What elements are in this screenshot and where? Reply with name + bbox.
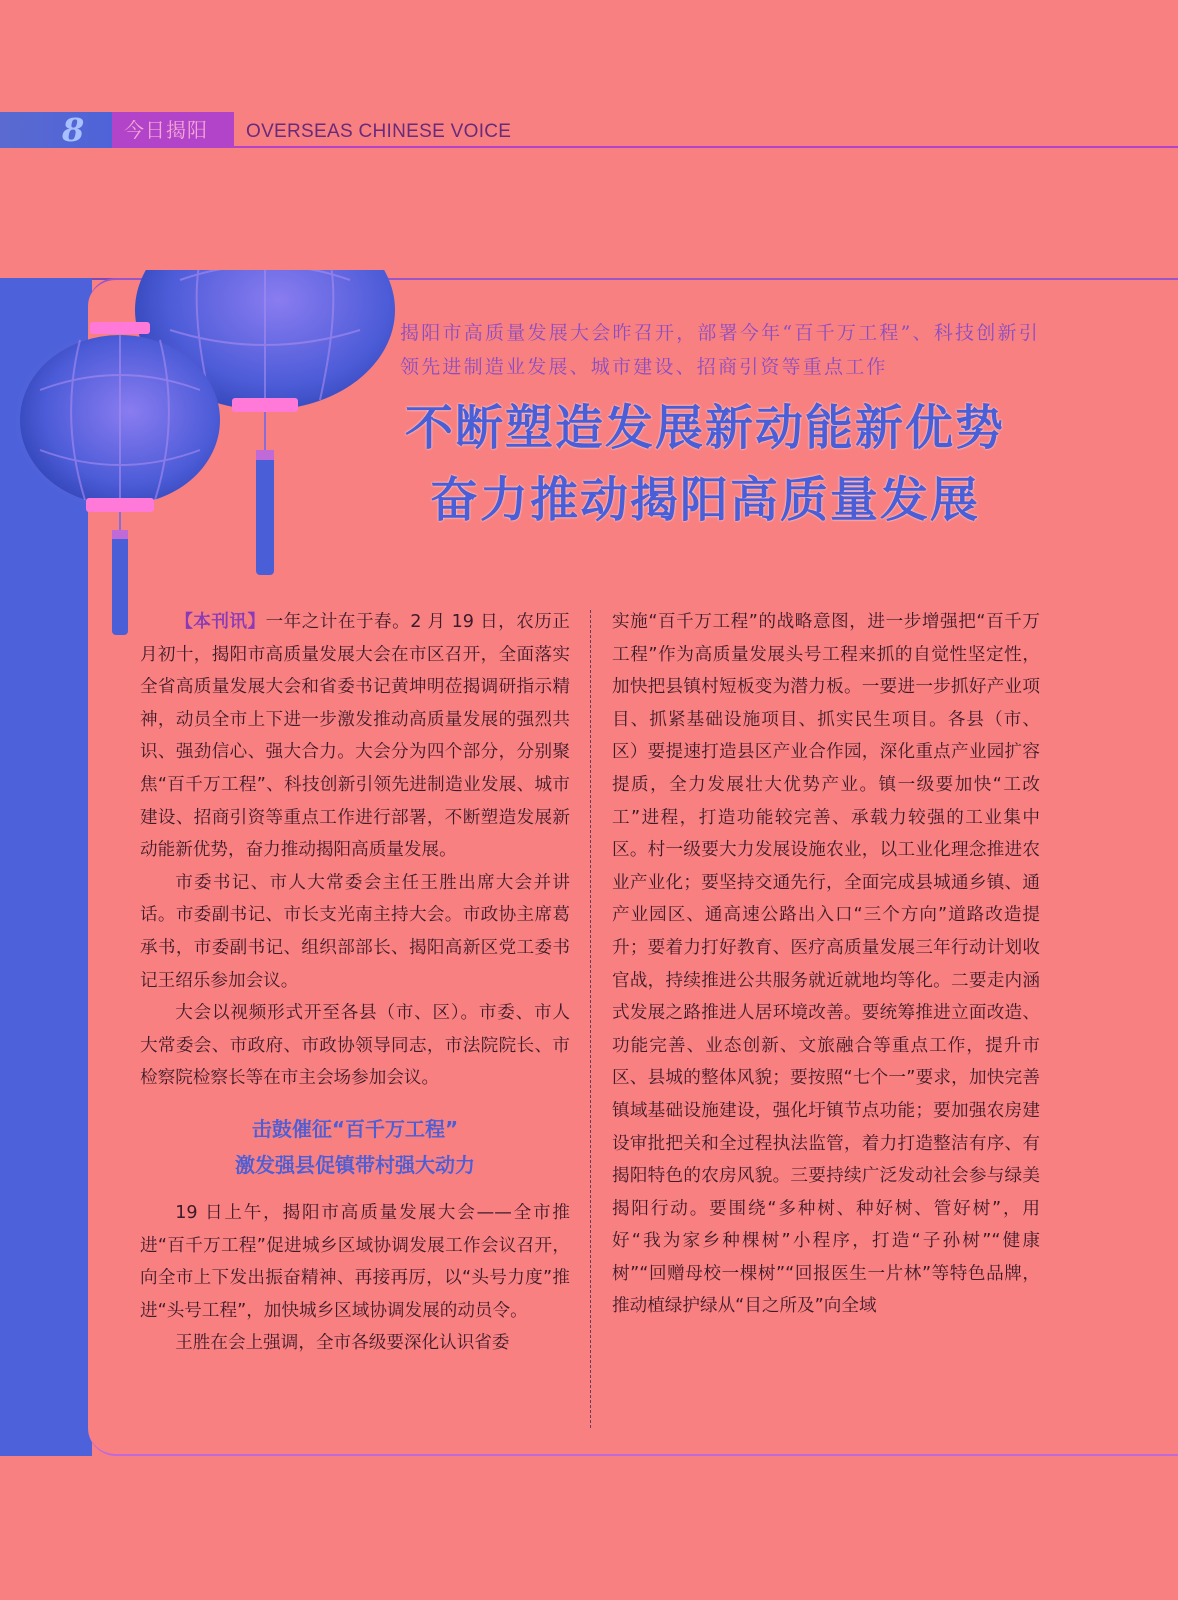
paragraph: 实施“百千万工程”的战略意图，进一步增强把“百千万工程”作为高质量发展头号工程来抓的自觉性坚定性，加快把县镇村短板变为潜力板。一要进一步抓好产业项目、抓紧基础设施项目、抓实民生项目。各县（市、区）要提速打造县区产业合作园，深化重点产业园扩容提质，全力发展壮大优势产业。镇一级要加快“工改工”进程，打造功能较完善、承载力较强的工业集中区。村一级要大力发展设施农业，以工业化理念推进农业产业化；要坚持交通先行，全面完成县城通乡镇、通产业园区、通高速公路出入口“三个方向”道路改造提升；要着力打好教育、医疗高质量发展三年行动计划收官战，持续推进公共服务就近就地均等化。二要走内涵式发展之路推进人居环境改善。要统筹推进立面改造、功能完善、业态创新、文旅融合等重点工作，提升市区、县城的整体风貌；要按照“七个一”要求，加快完善镇域基础设施建设，强化圩镇节点功能；要加强农房建设审批把关和全过程执法监管，着力打造整洁有序、有揭阳特色的农房风貌。三要持续广泛发动社会参与绿美揭阳行动。要围绕“多种树、种好树、管好树”，用好“我为家乡种棵树”小程序，打造“子孙树”“健康树”“回赠母校一棵树”“回报医生一片林”等特色品牌，推动植绿护绿从“目之所及”向全域 <box>612 612 1040 1317</box>
column-divider <box>590 610 591 1428</box>
left-column <box>140 606 570 1360</box>
page-number: 8 <box>62 111 85 149</box>
right-column <box>612 606 1040 1323</box>
paragraph: 王胜在会上强调，全市各级要深化认识省委 <box>175 1333 510 1354</box>
header-rule <box>234 146 1178 148</box>
lantern-icon <box>0 270 420 650</box>
paragraph: 19 日上午，揭阳市高质量发展大会——全市推进“百千万工程”促进城乡区域协调发展工作会议召开，向全市上下发出振奋精神、再接再厉，以“头号力度”推进“头号工程”，加快城乡区域协调发展的动员令。 <box>140 1202 570 1321</box>
section-heading-line1: 击鼓催征“百千万工程” <box>251 1116 459 1141</box>
lead-text: 一年之计在于春。2 月 19 日，农历正月初十，揭阳市高质量发展大会在市区召开，全面落实全省高质量发展大会和省委书记黄坤明莅揭调研指示精神，动员全市上下进一步激发推动高质量发展的强烈共识、强劲信心、强大合力。大会分为四个部分，分别聚焦“百千万工程”、科技创新引领先进制造业发展、城市建设、招商引资等重点工作进行部署，不断塑造发展新动能新优势，奋力推动揭阳高质量发展。 <box>140 612 570 861</box>
lantern-left-icon <box>15 322 225 635</box>
publication-name: OVERSEAS CHINESE VOICE <box>246 121 512 142</box>
article-title-line1: 不断塑造发展新动能新优势 <box>404 400 1005 456</box>
lead-paragraph <box>140 606 570 867</box>
lead-tag: 【本刊讯】 <box>175 612 266 632</box>
paragraph: 大会以视频形式开至各县（市、区）。市委、市人大常委会、市政府、市政协领导同志，市法院院长、市检察院检察长等在市主会场参加会议。 <box>140 1003 570 1089</box>
section-name: 今日揭阳 <box>124 118 208 142</box>
section-heading-line2: 激发强县促镇带村强大动力 <box>235 1152 475 1177</box>
article-subhead: 揭阳市高质量发展大会昨召开，部署今年“百千万工程”、科技创新引领先进制造业发展、城市建设、招商引资等重点工作 <box>400 322 1040 378</box>
paragraph: 市委书记、市人大常委会主任王胜出席大会并讲话。市委副书记、市长支光南主持大会。市政协主席葛承书，市委副书记、组织部部长、揭阳高新区党工委书记王绍乐参加会议。 <box>140 872 570 991</box>
article-title-line2: 奋力推动揭阳高质量发展 <box>429 472 980 528</box>
page-header <box>0 108 1178 152</box>
section-heading <box>140 1111 570 1183</box>
